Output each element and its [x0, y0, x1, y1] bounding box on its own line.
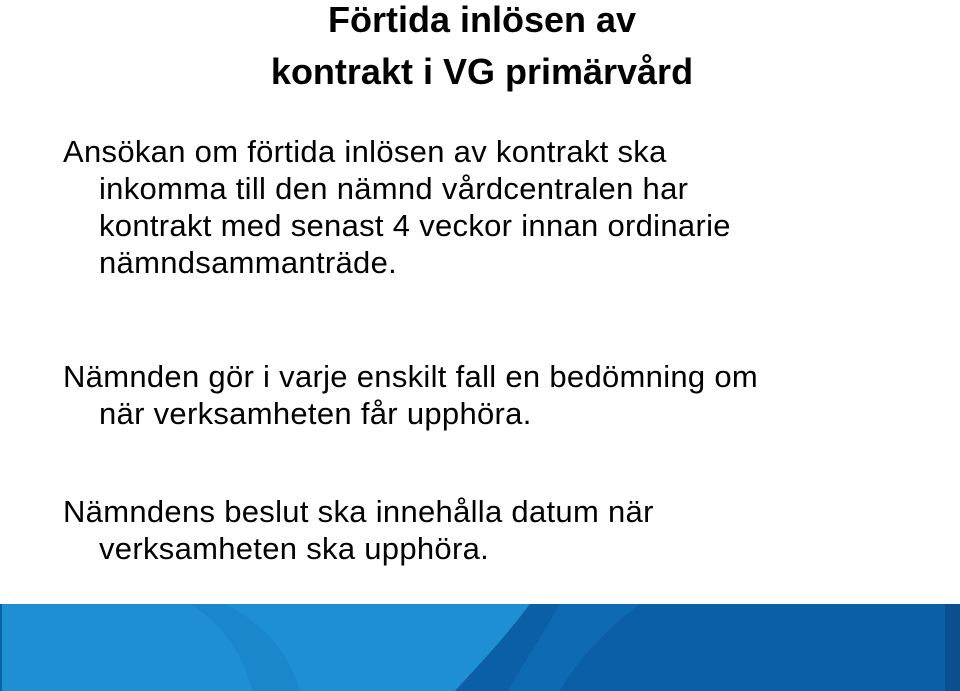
paragraph-line: inkomma till den nämnd vårdcentralen har	[99, 171, 689, 206]
paragraph-line: när verksamheten får upphöra.	[99, 396, 532, 431]
paragraph-line: Ansökan om förtida inlösen av kontrakt ska	[63, 134, 667, 169]
slide-title-line-2: kontrakt i VG primärvård	[270, 51, 694, 92]
footer-decorative-band	[0, 604, 960, 691]
footer-left-dark-shape	[0, 604, 2, 691]
paragraph-decision-date	[63, 493, 943, 567]
paragraph-application-deadline	[63, 133, 943, 281]
footer-wave-graphic	[0, 604, 960, 691]
paragraph-line: kontrakt med senast 4 veckor innan ordinarie	[99, 208, 731, 243]
slide-title-line-1: Förtida inlösen av	[327, 0, 637, 40]
footer-right-edge-shape	[945, 604, 960, 691]
paragraph-line: Nämnden gör i varje enskilt fall en bedömning om	[63, 359, 759, 394]
slide-title	[0, 0, 960, 95]
paragraph-line: verksamheten ska upphöra.	[99, 531, 490, 566]
paragraph-assessment	[63, 358, 943, 432]
paragraph-line: nämndsammanträde.	[99, 245, 398, 280]
paragraph-line: Nämndens beslut ska innehålla datum när	[63, 494, 654, 529]
